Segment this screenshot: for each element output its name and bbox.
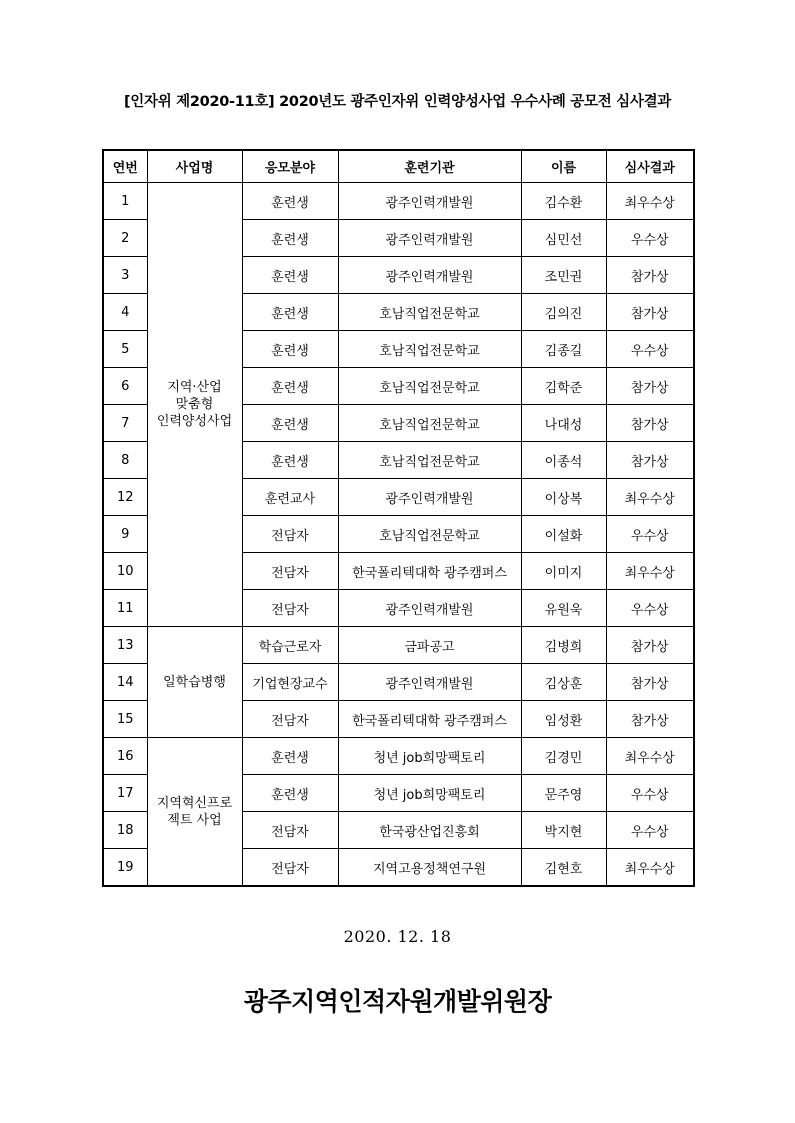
cell-field: 학습근로자 — [242, 627, 338, 664]
cell-institution: 지역고용정책연구원 — [338, 849, 521, 887]
cell-field: 훈련생 — [242, 442, 338, 479]
cell-institution: 광주인력개발원 — [338, 479, 521, 516]
cell-name: 이설화 — [521, 516, 606, 553]
cell-result: 참가상 — [606, 368, 694, 405]
table-row — [103, 627, 694, 664]
cell-field: 훈련생 — [242, 257, 338, 294]
cell-name: 김현호 — [521, 849, 606, 887]
cell-name: 박지현 — [521, 812, 606, 849]
cell-no: 4 — [103, 294, 147, 331]
cell-result: 우수상 — [606, 331, 694, 368]
results-table — [102, 149, 695, 887]
cell-field: 훈련생 — [242, 220, 338, 257]
cell-name: 유원욱 — [521, 590, 606, 627]
cell-field: 훈련생 — [242, 294, 338, 331]
cell-program: 지역혁신프로 젝트 사업 — [147, 738, 242, 887]
cell-name: 조민권 — [521, 257, 606, 294]
cell-name: 김상훈 — [521, 664, 606, 701]
cell-name: 김수환 — [521, 183, 606, 220]
cell-result: 우수상 — [606, 220, 694, 257]
cell-no: 18 — [103, 812, 147, 849]
cell-no: 1 — [103, 183, 147, 220]
cell-field: 전담자 — [242, 701, 338, 738]
cell-result: 최우수상 — [606, 183, 694, 220]
table-body — [103, 183, 694, 887]
cell-name: 심민선 — [521, 220, 606, 257]
cell-result: 최우수상 — [606, 849, 694, 887]
cell-no: 16 — [103, 738, 147, 775]
cell-institution: 금파공고 — [338, 627, 521, 664]
cell-institution: 광주인력개발원 — [338, 590, 521, 627]
cell-institution: 호남직업전문학교 — [338, 405, 521, 442]
cell-no: 14 — [103, 664, 147, 701]
header-result: 심사결과 — [606, 150, 694, 183]
cell-institution: 호남직업전문학교 — [338, 516, 521, 553]
header-institution: 훈련기관 — [338, 150, 521, 183]
cell-no: 3 — [103, 257, 147, 294]
cell-field: 훈련생 — [242, 405, 338, 442]
cell-result: 최우수상 — [606, 738, 694, 775]
cell-field: 훈련생 — [242, 738, 338, 775]
cell-no: 10 — [103, 553, 147, 590]
header-field: 응모분야 — [242, 150, 338, 183]
cell-name: 김종길 — [521, 331, 606, 368]
cell-institution: 한국폴리텍대학 광주캠퍼스 — [338, 553, 521, 590]
cell-result: 우수상 — [606, 516, 694, 553]
cell-name: 임성환 — [521, 701, 606, 738]
cell-institution: 한국폴리텍대학 광주캠퍼스 — [338, 701, 521, 738]
cell-result: 참가상 — [606, 701, 694, 738]
cell-result: 우수상 — [606, 590, 694, 627]
cell-result: 참가상 — [606, 442, 694, 479]
cell-program: 일학습병행 — [147, 627, 242, 738]
table-header-row — [103, 150, 694, 183]
cell-no: 7 — [103, 405, 147, 442]
cell-institution: 호남직업전문학교 — [338, 368, 521, 405]
cell-field: 전담자 — [242, 849, 338, 887]
cell-name: 이미지 — [521, 553, 606, 590]
header-no: 연번 — [103, 150, 147, 183]
cell-name: 김경민 — [521, 738, 606, 775]
cell-name: 문주영 — [521, 775, 606, 812]
header-name: 이름 — [521, 150, 606, 183]
cell-no: 13 — [103, 627, 147, 664]
table-row — [103, 738, 694, 775]
cell-no: 12 — [103, 479, 147, 516]
cell-result: 최우수상 — [606, 479, 694, 516]
cell-institution: 광주인력개발원 — [338, 220, 521, 257]
cell-name: 이상복 — [521, 479, 606, 516]
cell-result: 최우수상 — [606, 553, 694, 590]
cell-field: 훈련생 — [242, 368, 338, 405]
cell-result: 우수상 — [606, 812, 694, 849]
cell-no: 8 — [103, 442, 147, 479]
cell-field: 전담자 — [242, 516, 338, 553]
cell-institution: 호남직업전문학교 — [338, 294, 521, 331]
cell-field: 훈련생 — [242, 183, 338, 220]
cell-no: 6 — [103, 368, 147, 405]
cell-name: 김의진 — [521, 294, 606, 331]
cell-no: 2 — [103, 220, 147, 257]
cell-field: 훈련생 — [242, 331, 338, 368]
cell-institution: 광주인력개발원 — [338, 257, 521, 294]
cell-no: 19 — [103, 849, 147, 887]
cell-institution: 한국광산업진흥회 — [338, 812, 521, 849]
cell-result: 참가상 — [606, 294, 694, 331]
document-date: 2020. 12. 18 — [343, 927, 452, 946]
cell-field: 전담자 — [242, 590, 338, 627]
cell-no: 9 — [103, 516, 147, 553]
table-row — [103, 183, 694, 220]
cell-program: 지역·산업 맞춤형 인력양성사업 — [147, 183, 242, 627]
cell-field: 전담자 — [242, 812, 338, 849]
cell-institution: 호남직업전문학교 — [338, 331, 521, 368]
cell-no: 5 — [103, 331, 147, 368]
signer-title: 광주지역인적자원개발위원장 — [243, 987, 552, 1016]
cell-field: 훈련생 — [242, 775, 338, 812]
cell-institution: 광주인력개발원 — [338, 664, 521, 701]
cell-result: 참가상 — [606, 405, 694, 442]
cell-result: 참가상 — [606, 257, 694, 294]
cell-result: 우수상 — [606, 775, 694, 812]
cell-result: 참가상 — [606, 627, 694, 664]
cell-field: 훈련교사 — [242, 479, 338, 516]
cell-field: 전담자 — [242, 553, 338, 590]
cell-institution: 청년 job희망팩토리 — [338, 738, 521, 775]
cell-institution: 호남직업전문학교 — [338, 442, 521, 479]
cell-institution: 청년 job희망팩토리 — [338, 775, 521, 812]
cell-name: 김학준 — [521, 368, 606, 405]
cell-result: 참가상 — [606, 664, 694, 701]
cell-no: 11 — [103, 590, 147, 627]
cell-institution: 광주인력개발원 — [338, 183, 521, 220]
cell-name: 김병희 — [521, 627, 606, 664]
cell-name: 나대성 — [521, 405, 606, 442]
cell-no: 17 — [103, 775, 147, 812]
header-program: 사업명 — [147, 150, 242, 183]
cell-name: 이종석 — [521, 442, 606, 479]
cell-field: 기업현장교수 — [242, 664, 338, 701]
document-title: [인자위 제2020-11호] 2020년도 광주인자위 인력양성사업 우수사례 공모전 심사결과 — [123, 94, 671, 110]
cell-no: 15 — [103, 701, 147, 738]
